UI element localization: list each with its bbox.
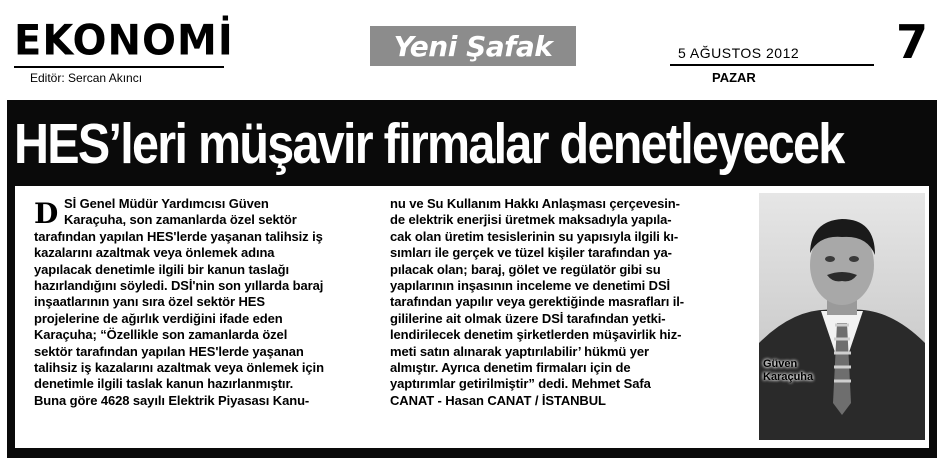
newspaper-logo — [370, 26, 576, 66]
portrait-photo — [759, 193, 925, 440]
issue-day: PAZAR — [712, 70, 756, 85]
article-line: lendirilecek denetim şirketlerden müşavirlik hiz- — [390, 327, 682, 343]
article-line: inşaatlarının yanı sıra özel sektör HES — [34, 294, 265, 310]
section-title-text: EKONOMİ — [14, 16, 234, 66]
article-line: sektör tarafından yapılan HES'lerde yaşanan — [34, 343, 304, 359]
photo-caption: Güven Karaçuha — [763, 358, 814, 383]
article-line: talihsiz iş kazalarını azaltmak veya önlemek için — [34, 360, 324, 376]
article-line: sımları ile gerçek ve tüzel kişiler tarafından ya- — [390, 245, 672, 261]
article-line: Sİ Genel Müdür Yardımcısı Güven — [64, 196, 269, 211]
article-line: projelerine de ağırlık verdiğini ifade eden — [34, 310, 283, 326]
article-line: gililerine ait olmak üzere DSİ tarafından yetki- — [390, 310, 666, 326]
article-line: pılacak olan; baraj, gölet ve regülatör gibi su — [390, 261, 661, 277]
article-column-1 — [34, 196, 364, 409]
article-line: yapılacak denetimle ilgili bir kanun taslağı — [34, 261, 289, 277]
article-line: Buna göre 4628 sayılı Elektrik Piyasası Kanu- — [34, 392, 310, 408]
article-line: Karaçuha; “Özellikle son zamanlarda özel — [34, 327, 288, 343]
article-line: meti satın alınarak yaptırılabilir’ hükmü yer — [390, 343, 649, 359]
article-line: tarafından yapılır veya gerektiğinde masrafları il- — [390, 294, 685, 310]
article-line: yaptırımlar getirilmiştir” dedi. Mehmet Safa — [390, 376, 651, 392]
portrait-photo-icon — [759, 193, 925, 440]
article-line: yapılarının inşasının inceleme ve denetimi DSİ — [390, 278, 671, 294]
editor-credit: Editör: Sercan Akıncı — [30, 71, 143, 85]
article-line: denetimle ilgili taslak kanun hazırlanmıştır. — [34, 376, 294, 392]
article-line: almıştır. Ayrıca denetim firmaları için de — [390, 360, 631, 376]
article-line: hazırlandığını söyledi. DSİ'nin son yıllarda baraj — [34, 278, 324, 294]
article-line: nu ve Su Kullanım Hakkı Anlaşması çerçevesin- — [390, 196, 680, 211]
article-column-2 — [390, 196, 746, 409]
page-number: 7 — [896, 15, 929, 69]
article-line: CANAT - Hasan CANAT / İSTANBUL — [390, 392, 606, 408]
article-line: de elektrik enerjisi üretmek maksadıyla yapıla- — [390, 212, 672, 228]
article-line: cak olan üretim tesislerinin su yapısıyla ilgili kı- — [390, 228, 679, 244]
article-line: kazalarını azaltmak veya önlemek adına — [34, 245, 275, 261]
editor-rule — [14, 66, 224, 68]
headline: HES’leri müşavir firmalar denetleyecek — [14, 112, 844, 176]
logo-text: Yeni Şafak — [393, 29, 553, 63]
drop-cap: D — [34, 197, 59, 230]
article-line: tarafından yapılan HES'lerde yaşanan talihsiz iş — [34, 228, 323, 244]
issue-date: 5 AĞUSTOS 2012 — [678, 45, 800, 61]
day-rule — [670, 64, 874, 66]
article-line: Karaçuha, son zamanlarda özel sektör — [64, 212, 297, 228]
